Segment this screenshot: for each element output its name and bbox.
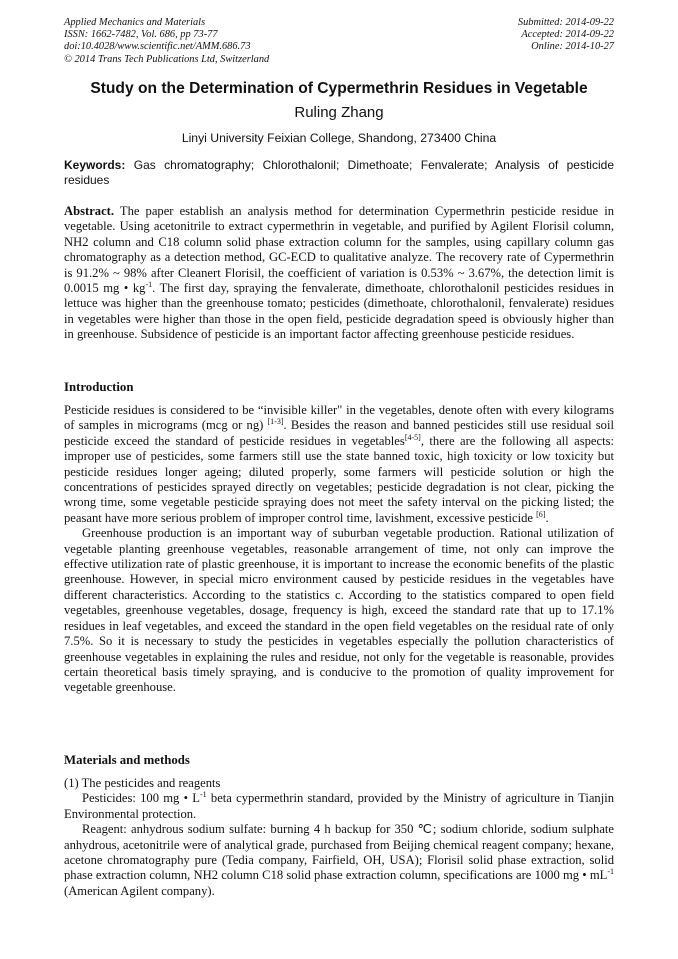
abstract-text-1: The paper establish an analysis method for determination Cypermethrin pesticide residue in vegetable. Using acetonitrile to extract cypermethrin in vegetable, and purified by Agilent Florisil column, NH2 column and C18 column solid phase extraction column for the samples, using capillary column gas chromatography as a detection method, GC-ECD to qualitative analyze. The recovery rate of Cypermethrin is 91.2% ~ 98% after Cleanert Florisil, the coefficient of variation is 0.53% ~ 3.67%, the detection limit is 0.0015 mg • kg xyxy=(64,204,615,296)
keywords-label: Keywords: xyxy=(64,158,126,172)
submitted-date: Submitted: 2014-09-22 xyxy=(517,17,614,28)
reagent-text-a: Reagent: anhydrous sodium sulfate: burning 4 h backup for 350 ℃; sodium chloride, sodium sulphate anhydrous, acetonitrile were of analytical grade, purchased from Beijing chemical reagent company; hexane, acetone chromatography pure (Tedia company, Fairfield, OH, USA); Florisil solid phase extraction, solid phase extraction column, NH2 column C18 solid phase extraction column, specifications are 1000 mg • mL xyxy=(64,822,614,883)
keywords xyxy=(64,158,614,188)
abstract-label: Abstract. xyxy=(64,204,115,218)
materials-subheading: (1) The pesticides and reagents xyxy=(64,776,221,790)
journal-doi: doi:10.4028/www.scientific.net/AMM.686.73 xyxy=(64,41,251,53)
reagent-text-b: (American Agilent company). xyxy=(64,883,215,898)
author-name: Ruling Zhang xyxy=(294,104,384,121)
journal-issn: ISSN: 1662-7482, Vol. 686, pp 73-77 xyxy=(64,29,218,41)
journal-info xyxy=(64,17,269,66)
citation-4-5: [4-5] xyxy=(404,432,421,442)
author-affiliation: Linyi University Feixian College, Shandong, 273400 China xyxy=(181,131,497,145)
submission-dates xyxy=(518,17,614,54)
abstract xyxy=(64,204,614,343)
materials-heading: Materials and methods xyxy=(64,753,190,767)
introduction-heading: Introduction xyxy=(64,380,134,394)
reagent-paragraph xyxy=(64,822,614,899)
intro-p1-text-d: . xyxy=(545,510,549,525)
pesticides-sup: -1 xyxy=(199,790,207,800)
pesticides-text-b: beta cypermethrin standard, provided by the Ministry of agriculture in Tianjin Environmental protection. xyxy=(64,791,614,821)
paper-title: Study on the Determination of Cypermethrin Residues in Vegetable xyxy=(90,80,588,97)
journal-copyright: © 2014 Trans Tech Publications Ltd, Switzerland xyxy=(64,53,270,65)
keywords-text: Gas chromatography; Chlorothalonil; Dimethoate; Fenvalerate; Analysis of pesticide residues xyxy=(64,158,614,187)
introduction-body xyxy=(64,403,614,696)
intro-p1-text-a: Pesticide residues is considered to be “invisible killer" in the vegetables, denote often with every kilograms of samples in micrograms (mcg or ng) xyxy=(64,403,614,433)
abstract-sup-1: -1 xyxy=(145,280,153,290)
reagent-sup: -1 xyxy=(607,867,614,877)
intro-p1-text-b: . Besides the reason and banned pesticides still use residual soil pesticide exceed the standard of pesticide residues in vegetables xyxy=(64,418,614,448)
accepted-date: Accepted: 2014-09-22 xyxy=(521,29,614,41)
citation-1-3: [1-3] xyxy=(267,417,284,427)
journal-name: Applied Mechanics and Materials xyxy=(64,17,206,28)
materials-body xyxy=(64,776,614,899)
intro-p1-text-c: , there are the following all aspects: improper use of pesticides, some farmers still use the state banned toxic, high toxicity or low toxicity but pesticide residues longer ageing; diluted properly, some farmers will pesticide solution or high the concentrations of pesticides sprayed directly on vegetables; pesticide degradation is not clear, picking the wrong time, some vegetable pesticide spraying does not meet the safety interval on the picking listed; the peasant have more serious problem of improper control time, lavishment, excessive pesticide xyxy=(64,433,614,525)
introduction-paragraph-1 xyxy=(64,403,614,526)
pesticides-paragraph xyxy=(64,791,614,822)
citation-6: [6] xyxy=(536,509,546,519)
pesticides-text-a: Pesticides: 100 mg • L xyxy=(82,791,200,806)
abstract-text-2: . The first day, spraying the fenvalerate, dimethoate, chlorothalonil pesticides residues in lettuce was higher than the greenhouse tomato; pesticides (dimethoate, chlorothalonil, fenvalerate) residues in vegetables were higher than those in the open field, pesticide degradation speed is obviously higher than in greenhouse. Subsidence of pesticide is an important factor affecting greenhouse pesticide residues. xyxy=(64,281,614,342)
online-date: Online: 2014-10-27 xyxy=(531,41,614,53)
introduction-paragraph-2: Greenhouse production is an important way of suburban vegetable production. Rational utilization of vegetable planting greenhouse vegetables, reasonable arrangement of time, not only can improve the effective utilization rate of plastic greenhouse, it is important to increase the economic benefits of the plastic greenhouse. However, in special micro environment caused by pesticide residues in the vegetables have different characteristics. According to the statistics c. According to the statistics compared to open field vegetables, greenhouse vegetables, dosage, frequency is high, exceed the standard rate that up to 17.1% residues in leaf vegetables, and exceed the standard in the open field vegetables on the residual rate of only 7.5%. So it is necessary to study the pesticides in vegetables especially the pollution characteristics of greenhouse vegetables in explaining the rules and residue, not only for the vegetable is reasonable, provides certain theoretical basis timely spraying, and is conducive to the promotion of quality improvement for vegetable greenhouse. xyxy=(64,526,614,695)
